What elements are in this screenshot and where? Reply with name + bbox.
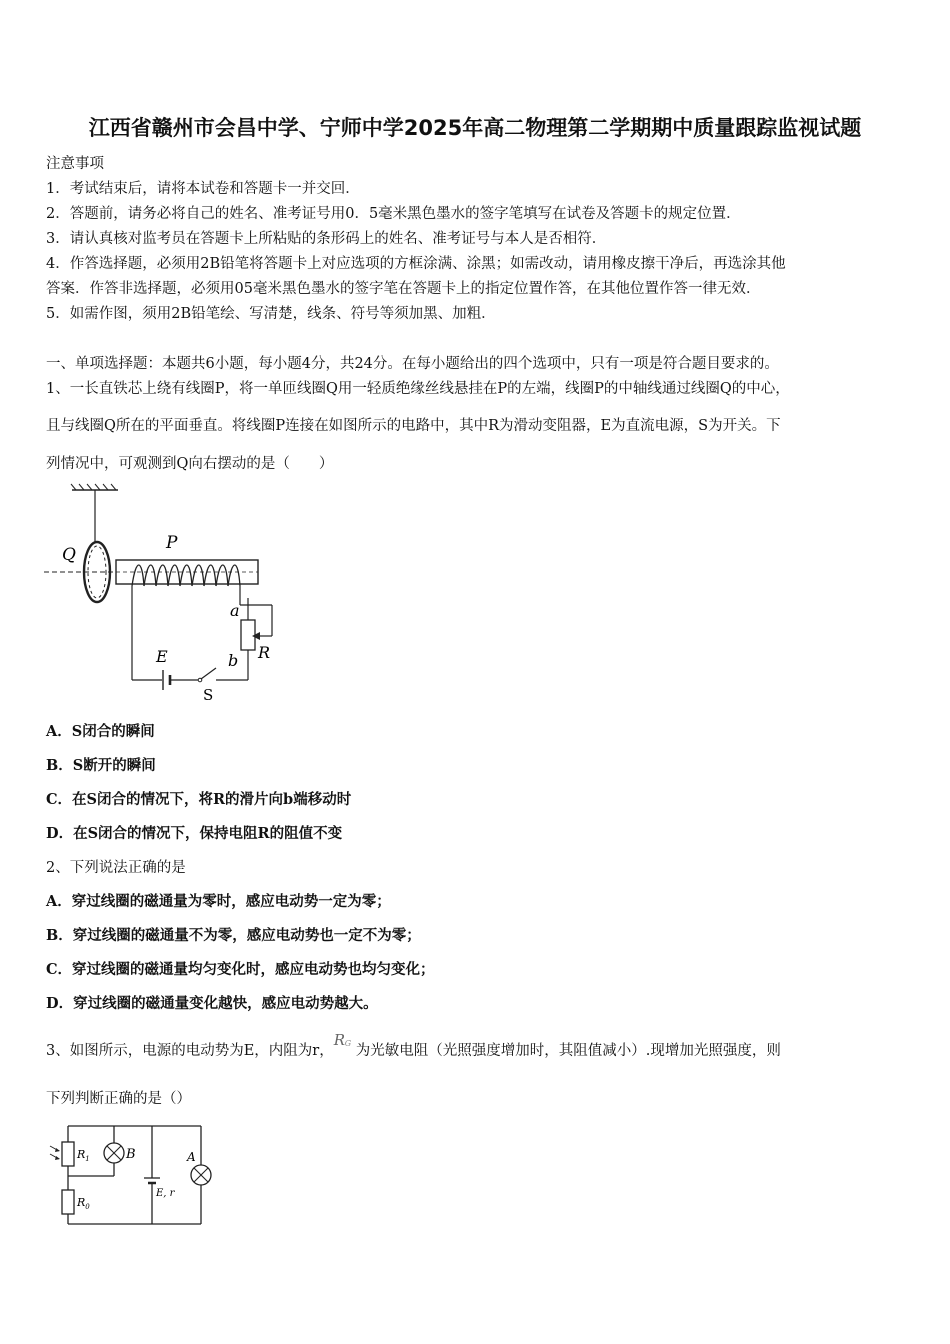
label-a: a <box>230 601 240 620</box>
q3-stem-part1: 3、如图所示，电源的电动势为E，内阻为r， <box>46 1043 334 1059</box>
label-r1-sub: 1 <box>85 1155 90 1163</box>
label-er: E, r <box>156 1188 175 1199</box>
page-title: 江西省赣州市会昌中学、宁师中学2025年高二物理第二学期期中质量跟踪监视试题 <box>88 116 862 140</box>
label-b: b <box>228 651 239 670</box>
q1-option-c[interactable]: C．在S闭合的情况下，将R的滑片向b端移动时 <box>46 791 352 808</box>
q3-stem-line <box>46 1031 916 1060</box>
notice-item: 5．如需作图，须用2B铅笔绘、写清楚，线条、符号等须加黑、加粗． <box>46 306 496 322</box>
q1-stem-line: 且与线圈Q所在的平面垂直。将线圈P连接在如图所示的电路中，其中R为滑动变阻器，E为直流电源，S为开关。下 <box>46 418 781 434</box>
q3-stem-part2: 为光敏电阻（光照强度增加时，其阻值减小）.现增加光照强度，则 <box>355 1043 781 1059</box>
label-r0-sub: 0 <box>85 1203 90 1211</box>
q2-option-c[interactable]: C．穿过线圈的磁通量均匀变化时，感应电动势也均匀变化； <box>46 961 435 978</box>
label-e: E <box>156 647 168 666</box>
notice-item: 答案．作答非选择题，必须用05毫米黑色墨水的签字笔在答题卡上的指定位置作答，在其他位置作答一律无效． <box>46 281 761 297</box>
photoresistor-symbol-main: R <box>333 1031 346 1049</box>
label-r1-main: R <box>77 1148 86 1161</box>
label-lamp-b: B <box>126 1147 136 1162</box>
q1-option-a[interactable]: A．S闭合的瞬间 <box>46 723 155 740</box>
q1-circuit-figure <box>40 480 290 705</box>
label-r: R <box>258 643 271 662</box>
q2-option-a[interactable]: A．穿过线圈的磁通量为零时，感应电动势一定为零； <box>46 893 391 910</box>
q1-stem-line: 列情况中，可观测到Q向右摆动的是（ ） <box>46 456 334 472</box>
notice-heading: 注意事项 <box>46 156 104 172</box>
q1-option-b[interactable]: B．S断开的瞬间 <box>46 757 156 774</box>
section-heading: 一、单项选择题：本题共6小题，每小题4分，共24分。在每小题给出的四个选项中，只有一项是符合题目要求的。 <box>46 356 779 372</box>
label-s: S <box>203 686 214 704</box>
photoresistor-symbol <box>333 1031 356 1055</box>
q3-stem-line2: 下列判断正确的是（） <box>46 1091 191 1107</box>
q1-stem-line: 1、一长直铁芯上绕有线圈P，将一单匝线圈Q用一轻质绝缘丝线悬挂在P的左端，线圈P的中轴线通过线圈Q的中心， <box>46 381 790 397</box>
photoresistor-symbol-sub: G <box>344 1039 352 1048</box>
notice-item: 4．作答选择题，必须用2B铅笔将答题卡上对应选项的方框涂满、涂黑；如需改动，请用橡皮擦干净后，再选涂其他 <box>46 256 786 272</box>
q1-option-d[interactable]: D．在S闭合的情况下，保持电阻R的阻值不变 <box>46 825 343 842</box>
notice-item: 1．考试结束后，请将本试卷和答题卡一并交回． <box>46 181 360 197</box>
label-r0-main: R <box>77 1196 86 1209</box>
label-r0 <box>76 1196 90 1211</box>
notice-item: 3．请认真核对监考员在答题卡上所粘贴的条形码上的姓名、准考证号与本人是否相符． <box>46 231 607 247</box>
q3-circuit-figure <box>46 1118 226 1233</box>
q2-option-d[interactable]: D．穿过线圈的磁通量变化越快，感应电动势越大。 <box>46 995 378 1012</box>
notice-item: 2．答题前，请务必将自己的姓名、准考证号用0．5毫米黑色墨水的签字笔填写在试卷及答题卡的规定位置． <box>46 206 741 222</box>
label-q: Q <box>62 545 76 565</box>
label-p: P <box>166 533 178 553</box>
q2-stem: 2、下列说法正确的是 <box>46 860 186 876</box>
label-lamp-a: A <box>187 1150 196 1164</box>
label-r1 <box>76 1148 90 1163</box>
q2-option-b[interactable]: B．穿过线圈的磁通量不为零，感应电动势也一定不为零； <box>46 927 421 944</box>
